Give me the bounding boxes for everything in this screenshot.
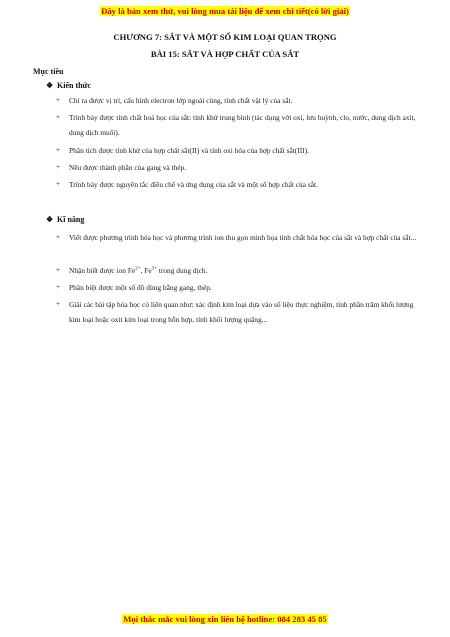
- lesson-title: BÀI 15: SẮT VÀ HỢP CHẤT CỦA SẮT: [150, 49, 300, 59]
- plus-bullet-icon: +: [56, 146, 60, 154]
- hotline-banner: [0, 614, 450, 625]
- skills-item: [56, 230, 418, 245]
- skills-item-text: Giải các bài tập hóa học có liên quan như: xác định kim loại dựa vào số liệu thực nghiệm, tính phần trăm khối lượng kim loại hoặc oxit kim loại trong hỗn hợp, tính khối lượng quặng...: [69, 300, 414, 324]
- preview-banner: [0, 6, 450, 17]
- knowledge-item: [56, 93, 418, 108]
- knowledge-item-text: Chỉ ra được vị trí, cấu hình electron lớp ngoài cùng, tính chất vật lý của sắt.: [69, 96, 293, 105]
- goal-heading: Mục tiêu: [33, 67, 64, 76]
- plus-bullet-icon: +: [56, 163, 60, 171]
- preview-banner-text: Đây là bản xem thử, vui lòng mua tài liệu để xem chi tiết(có lời giải): [101, 6, 349, 16]
- skills-item-text: Phân biệt được một số đồ dùng bằng gang, thép.: [69, 283, 212, 292]
- skills-item: [56, 297, 418, 327]
- knowledge-item: [56, 110, 418, 140]
- knowledge-item-text: Nêu được thành phần của gang và thép.: [69, 163, 187, 172]
- skills-heading-label: Kĩ năng: [57, 215, 85, 224]
- plus-bullet-icon: +: [56, 113, 60, 121]
- skills-item-text: [69, 263, 418, 278]
- plus-bullet-icon: +: [56, 300, 60, 308]
- diamond-bullet-icon: ❖: [46, 215, 54, 224]
- hotline-banner-text: Mọi thắc mắc vui lòng xin liên hệ hotline: 084 283 45 85: [123, 614, 327, 624]
- ion-text-prefix: Nhận biết được ion Fe: [69, 266, 136, 275]
- plus-bullet-icon: +: [56, 180, 60, 188]
- plus-bullet-icon: +: [56, 283, 60, 291]
- knowledge-item-text: Phân tích được tính khử của hợp chất sắt(II) và tính oxi hóa của hợp chất sắt(III).: [69, 146, 309, 155]
- skills-item-text: Viết được phương trình hóa học và phương trình ion thu gọn minh họa tính chất hóa học của sắt và hợp chất của sắt...: [69, 233, 417, 242]
- knowledge-item-text: Trình bày được tính chất hoá học của sắt: tính khử trung bình (tác dụng với oxi, lưu huỳnh, clo, nước, dung dịch axit, dung dịch muối).: [69, 113, 416, 137]
- ion-text-mid: , Fe: [140, 266, 152, 275]
- ion-text-suffix: trong dung dịch.: [156, 266, 208, 275]
- plus-bullet-icon: +: [56, 266, 60, 274]
- ion-charge-fe3: 3+: [151, 266, 157, 272]
- knowledge-item-text: Trình bày được nguyên tắc điều chế và ứng dụng của sắt và một số hợp chất của sắt.: [69, 180, 318, 189]
- knowledge-heading-label: Kiến thức: [57, 81, 91, 90]
- knowledge-item: [56, 143, 418, 158]
- skills-heading: [46, 215, 84, 224]
- knowledge-heading: [46, 81, 91, 90]
- plus-bullet-icon: +: [56, 96, 60, 104]
- chapter-title: CHƯƠNG 7: SẮT VÀ MỘT SỐ KIM LOẠI QUAN TRỌNG: [113, 32, 337, 42]
- knowledge-item: [56, 160, 418, 175]
- skills-item: [56, 263, 418, 278]
- diamond-bullet-icon: ❖: [46, 81, 54, 90]
- ion-charge-fe2: 2+: [135, 266, 141, 272]
- knowledge-item: [56, 177, 418, 192]
- skills-item: [56, 280, 418, 295]
- plus-bullet-icon: +: [56, 233, 60, 241]
